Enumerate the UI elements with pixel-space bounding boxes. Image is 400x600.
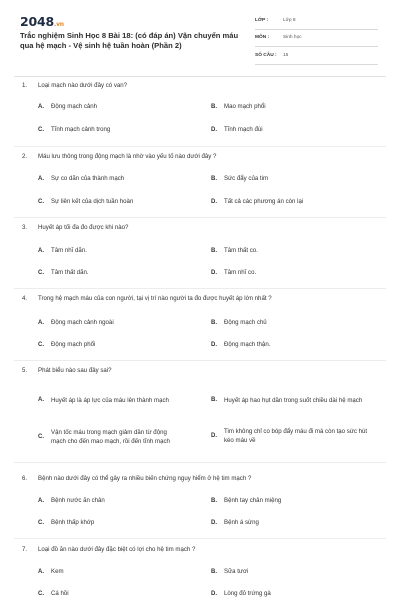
logo-main: 2048 (20, 14, 54, 29)
meta-label: SỐ CÂU : (255, 52, 277, 58)
question-divider (14, 288, 386, 289)
question-1-option-b[interactable] (211, 102, 376, 111)
option-key: C. (38, 341, 44, 348)
logo-suffix: .vn (54, 21, 64, 28)
question-label: Loại mạch nào dưới đây có van? (38, 82, 128, 89)
question-3-option-a[interactable] (38, 246, 196, 255)
meta-value: Lớp 8 (283, 17, 296, 23)
question-4-option-a[interactable] (38, 318, 196, 327)
option-key: D. (211, 126, 217, 133)
question-number: 4. (22, 295, 28, 302)
option-text: Cá hồi (51, 590, 69, 597)
option-text: Tĩnh mạch đùi (224, 126, 263, 133)
option-key: D. (211, 341, 217, 348)
option-key: C. (38, 269, 44, 276)
option-text: Bệnh tay chân miệng (224, 497, 282, 504)
option-key: C. (38, 519, 44, 526)
question-1-option-d[interactable] (211, 125, 376, 134)
question-label: Trong hệ mạch máu của con người, tại vị trí nào người ta đo được huyết áp lớn nhất ? (38, 295, 272, 302)
question-number: 1. (22, 82, 28, 89)
option-key: D. (211, 433, 217, 439)
option-text: Tâm nhĩ co. (224, 269, 257, 276)
question-label: Loại đồ ăn nào dưới đây đặc biệt có lợi cho hệ tim mạch ? (38, 546, 196, 553)
question-number: 6. (22, 475, 28, 482)
option-text: Tĩnh mạch cảnh trong (51, 126, 111, 133)
meta-row-subject (255, 30, 378, 48)
option-key: B. (211, 103, 217, 110)
meta-label: MÔN : (255, 35, 270, 41)
option-key: D. (211, 198, 217, 205)
question-7-option-d[interactable] (211, 589, 376, 598)
meta-value: Sinh học (283, 35, 302, 41)
option-key: A. (38, 247, 44, 254)
question-2-text (22, 153, 216, 160)
meta-label: LỚP : (255, 17, 269, 23)
option-text: Sự liên kết của dịch tuần hoàn (51, 198, 134, 205)
question-label: Bệnh nào dưới đây có thể gây ra nhiều biến chứng nguy hiểm ở hệ tim mạch ? (38, 475, 252, 482)
question-label: Máu lưu thông trong động mạch là nhờ vào yếu tố nào dưới đây ? (38, 153, 217, 160)
question-2-option-d[interactable] (211, 197, 376, 206)
question-1-option-a[interactable] (38, 102, 196, 111)
question-7-option-c[interactable] (38, 589, 196, 598)
option-key: C. (38, 198, 44, 205)
question-divider (14, 360, 386, 361)
header (0, 0, 400, 72)
option-key: A. (38, 397, 44, 403)
option-key: A. (38, 175, 44, 182)
question-3-option-c[interactable] (38, 268, 196, 277)
option-text: Động mạch thận. (224, 341, 271, 348)
option-key: C. (38, 590, 44, 597)
option-text: Bệnh thấp khớp (51, 519, 95, 526)
question-2-option-a[interactable] (38, 174, 196, 183)
question-5-option-a[interactable] (38, 388, 196, 412)
question-6-option-c[interactable] (38, 518, 196, 527)
question-1-text (22, 82, 127, 89)
option-key: A. (38, 568, 44, 575)
question-4-option-b[interactable] (211, 318, 376, 327)
option-key: C. (38, 126, 44, 133)
option-key: B. (211, 175, 217, 182)
option-key: B. (211, 319, 217, 326)
question-6-option-d[interactable] (211, 518, 376, 527)
option-text: Tất cả các phương án còn lại (224, 198, 304, 205)
option-key: D. (211, 590, 217, 597)
question-7-text (22, 546, 195, 553)
page-title: Trắc nghiệm Sinh Học 8 Bài 18: (có đáp án) Vận chuyển máu qua hệ mạch - Vệ sinh hệ tuần hoàn (Phần 2) (20, 31, 239, 51)
option-text: Tâm nhĩ dãn. (51, 247, 87, 254)
site-logo[interactable] (20, 14, 64, 29)
meta-value: 15 (283, 52, 289, 58)
option-key: A. (38, 319, 44, 326)
question-divider (14, 462, 386, 463)
option-text: Động mạch chủ (224, 319, 267, 326)
option-text: Động mạch cảnh (51, 103, 98, 110)
question-6-option-b[interactable] (211, 496, 376, 505)
option-text: Mao mạch phổi (224, 103, 266, 110)
option-text: Sức đẩy của tim (224, 175, 269, 182)
question-2-option-c[interactable] (38, 197, 196, 206)
option-key: C. (38, 434, 44, 440)
option-key: B. (211, 247, 217, 254)
option-text: Bệnh nước ăn chân (51, 497, 105, 504)
option-text: Động mạch cảnh ngoài (51, 319, 114, 326)
question-4-text (22, 295, 272, 302)
option-text: Vận tốc máu trong mạch giảm dần từ động mạch cho đến mao mạch, rồi đến tĩnh mạch (51, 429, 170, 445)
meta-row-count (255, 47, 378, 65)
option-text: Tim không chỉ co bóp đẩy máu đi mà còn tạo sức hút kéo máu về (224, 428, 368, 444)
option-text: Lòng đỏ trứng gà (224, 590, 271, 597)
question-divider (14, 217, 386, 218)
question-3-option-d[interactable] (211, 268, 376, 277)
option-text: Huyết áp là áp lực của máu lên thành mạch (51, 396, 169, 404)
question-4-option-c[interactable] (38, 340, 196, 349)
question-5-option-c[interactable] (38, 419, 196, 455)
option-text: Động mạch phổi (51, 341, 96, 348)
option-text: Sự co dãn của thành mạch (51, 175, 125, 182)
question-3-option-b[interactable] (211, 246, 376, 255)
question-divider (14, 146, 386, 147)
question-label: Huyết áp tối đa đo được khi nào? (38, 224, 129, 231)
question-7-option-a[interactable] (38, 567, 196, 576)
option-text: Sữa tươi (224, 568, 249, 575)
question-3-text (22, 224, 128, 231)
question-label: Phát biểu nào sau đây sai? (38, 367, 112, 374)
option-text: Tâm thất dãn. (51, 269, 89, 276)
meta-info-table (255, 12, 378, 65)
question-5-option-d[interactable] (211, 424, 376, 448)
question-number: 2. (22, 153, 28, 160)
question-5-option-b[interactable] (211, 388, 376, 412)
option-key: B. (211, 568, 217, 575)
question-1-option-c[interactable] (38, 125, 196, 134)
question-2-option-b[interactable] (211, 174, 376, 183)
option-text: Bệnh á sừng (224, 519, 259, 526)
question-7-option-b[interactable] (211, 567, 376, 576)
question-number: 3. (22, 224, 28, 231)
question-4-option-d[interactable] (211, 340, 376, 349)
question-5-text (22, 367, 112, 374)
option-text: Kem (51, 568, 64, 575)
option-text: Huyết áp hao hụt dần trong suốt chiều dài hệ mạch (224, 396, 363, 404)
option-key: A. (38, 103, 44, 110)
header-divider (14, 76, 386, 77)
question-number: 5. (22, 367, 28, 374)
question-6-text (22, 475, 251, 482)
question-6-option-a[interactable] (38, 496, 196, 505)
option-key: D. (211, 269, 217, 276)
option-key: B. (211, 497, 217, 504)
option-text: Tâm thất co. (224, 247, 258, 254)
option-key: D. (211, 519, 217, 526)
question-divider (14, 538, 386, 539)
option-key: A. (38, 497, 44, 504)
option-key: B. (211, 397, 217, 403)
question-number: 7. (22, 546, 28, 553)
meta-row-class (255, 12, 378, 30)
